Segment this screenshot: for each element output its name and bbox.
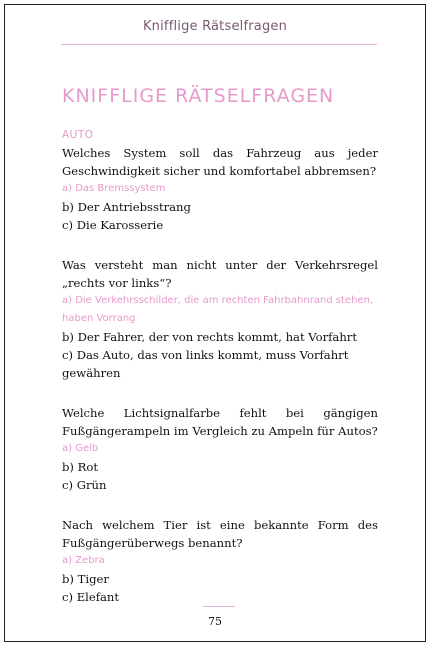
answer-option-correct: a) Gelb (62, 443, 99, 454)
header-rule (61, 44, 377, 45)
running-head: Knifflige Rätselfragen (142, 19, 288, 34)
answer-option: b) Der Fahrer, der von rechts kommt, hat Vorfahrt (62, 330, 357, 344)
answer-option: c) Elefant (62, 590, 120, 604)
answer-option-correct: a) Das Bremssystem (62, 183, 166, 194)
question-text: Welches System soll das Fahrzeug aus jeder Geschwindigkeit sicher und komfortabel abbremsen? (62, 146, 378, 178)
page-number: 75 (208, 615, 222, 628)
quiz-content (62, 129, 378, 628)
answer-option: c) Die Karosserie (62, 218, 164, 232)
answer-option: b) Rot (62, 460, 98, 474)
answer-option: b) Tiger (62, 572, 109, 586)
question-3 (62, 404, 378, 494)
question-1 (62, 144, 378, 234)
answer-option: c) Das Auto, das von links kommt, muss Vorfahrt gewähren (62, 348, 349, 380)
question-text: Nach welchem Tier ist eine bekannte Form des Fußgängerüberwegs benannt? (62, 518, 378, 550)
chapter-title: KNIFFLIGE RÄTSELFRAGEN (62, 85, 335, 107)
answer-option: b) Der Antriebsstrang (62, 200, 191, 214)
question-text: Was versteht man nicht unter der Verkehrsregel „rechts vor links“? (62, 258, 378, 290)
book-page (4, 4, 426, 642)
question-4 (62, 516, 378, 606)
question-text: Welche Lichtsignalfarbe fehlt bei gängigen Fußgängerampeln im Vergleich zu Ampeln für Autos? (62, 406, 378, 438)
answer-option-correct: a) Zebra (62, 555, 105, 566)
question-2 (62, 256, 378, 382)
answer-option: c) Grün (62, 478, 107, 492)
answer-option-correct: a) Die Verkehrsschilder, die am rechten Fahrbahnrand stehen, haben Vorrang (62, 295, 374, 324)
footer-rule (203, 606, 235, 607)
category-label: AUTO (62, 129, 94, 141)
